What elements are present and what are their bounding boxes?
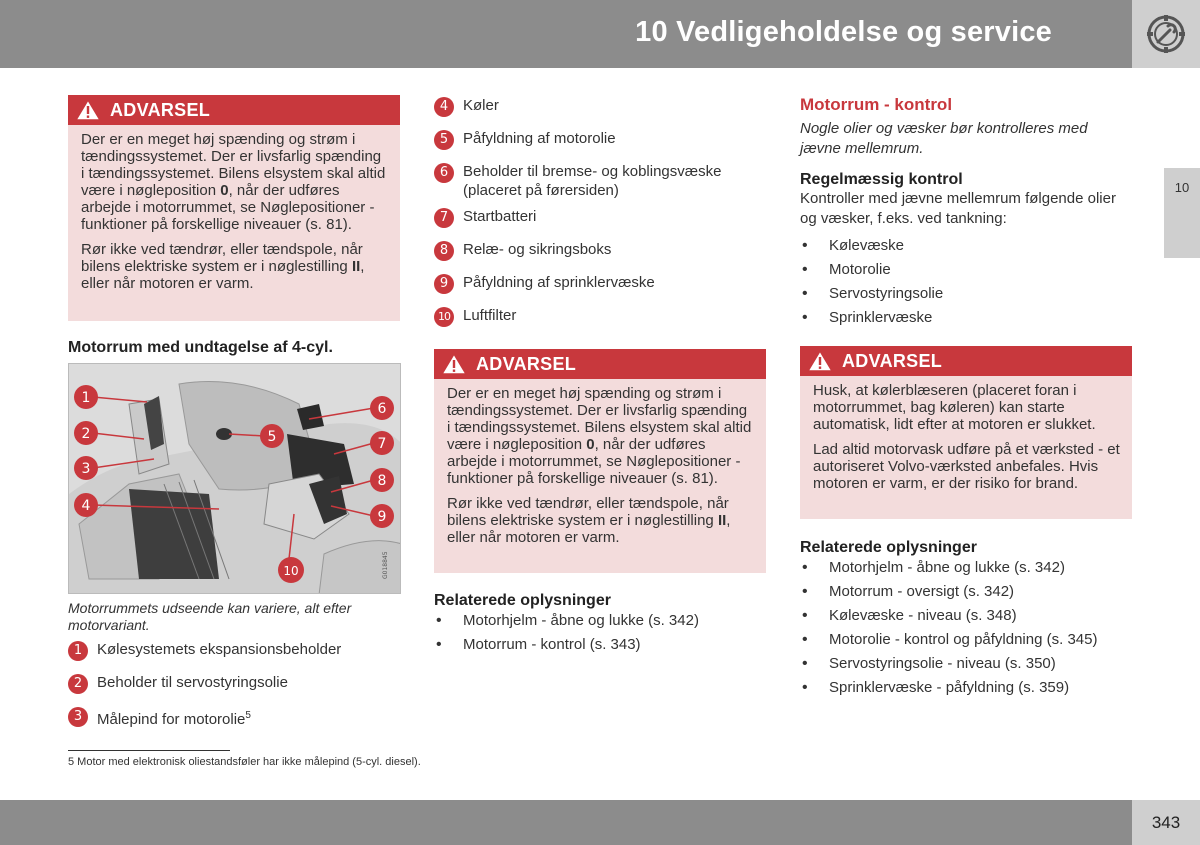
number-badge: 9	[434, 274, 454, 294]
svg-text:4: 4	[81, 498, 91, 514]
svg-text:9: 9	[377, 509, 387, 525]
related-link[interactable]: • Motorrum - oversigt (s. 342)	[800, 582, 1132, 602]
footer-bar	[0, 800, 1132, 845]
related-link[interactable]: • Motorhjelm - åbne og lukke (s. 342)	[800, 558, 1132, 578]
footnote-divider	[68, 750, 230, 751]
related-link[interactable]: • Servostyringsolie - niveau (s. 350)	[800, 654, 1132, 674]
list-item	[434, 162, 766, 200]
warning-paragraph	[447, 495, 754, 546]
key-position-bold: 0	[220, 182, 229, 199]
warning-text: , når der udføres arbejde i motorrummet, se Nøglepositioner - funktioner på forskellige niveauer (s. 81).	[81, 182, 375, 233]
key-position-bold: II	[351, 258, 361, 275]
figure-code: G018845	[382, 551, 389, 579]
list-item	[68, 706, 400, 729]
key-position-bold: 0	[586, 436, 595, 453]
warning-paragraph	[81, 131, 388, 233]
number-badge: 1	[68, 641, 88, 661]
warning-text: , eller når motoren er varm.	[447, 512, 731, 546]
warning-triangle-icon	[806, 349, 834, 373]
warning-text: , eller når motoren er varm.	[81, 258, 365, 292]
related-link[interactable]: • Sprinklervæske - påfyldning (s. 359)	[800, 678, 1132, 698]
warning-triangle-icon	[440, 352, 468, 376]
list-item	[434, 129, 766, 148]
warning-label: ADVARSEL	[110, 100, 211, 120]
list-item-text: Køler	[463, 97, 499, 114]
related-list	[800, 558, 1132, 698]
warning-box	[68, 95, 400, 321]
list-item-text: Relæ- og sikringsboks	[463, 241, 612, 258]
footnote-text: Motor med elektronisk oliestandsføler har ikke målepind (5-cyl. diesel).	[74, 756, 421, 768]
warning-paragraph	[81, 241, 388, 292]
warning-paragraph: Husk, at kølerblæseren (placeret foran i motorrummet, bag køleren) kan starte automatisk, lidt efter at motoren er slukket.	[813, 382, 1096, 433]
number-badge: 8	[434, 241, 454, 261]
page-number: 343	[1132, 800, 1200, 845]
svg-text:3: 3	[81, 461, 91, 477]
svg-text:6: 6	[377, 401, 387, 417]
warning-body	[68, 125, 400, 300]
list-item	[434, 306, 766, 325]
related-title: Relaterede oplysninger	[800, 539, 977, 556]
warning-header	[800, 346, 1132, 376]
list-item	[68, 673, 400, 692]
related-list	[434, 611, 766, 655]
wrench-gear-icon	[1146, 14, 1186, 54]
section-title: Motorrum - kontrol	[800, 95, 953, 114]
warning-text: Der er en meget høj spænding og strøm i tændingssystemet. Der er livsfarlig spænding i tændingssystemet. Bilens elsystem skal altid være i nøgleposition	[81, 131, 386, 199]
chapter-icon-box	[1132, 0, 1200, 68]
footnote-ref[interactable]: 5	[245, 710, 251, 721]
chapter-title: 10 Vedligeholdelse og service	[635, 16, 1052, 48]
warning-text: Der er en meget høj spænding og strøm i tændingssystemet. Der er livsfarlig spænding i tændingssystemet. Bilens elsystem skal altid være i nøgleposition	[447, 385, 752, 453]
svg-text:7: 7	[377, 436, 387, 452]
warning-box	[434, 349, 766, 573]
related-link[interactable]: • Motorolie - kontrol og påfyldning (s. 345)	[800, 630, 1132, 650]
svg-text:8: 8	[377, 473, 387, 489]
list-item-text: Påfyldning af sprinklervæske	[463, 274, 655, 291]
related-link[interactable]: • Motorhjelm - åbne og lukke (s. 342)	[434, 611, 766, 631]
svg-text:5: 5	[267, 429, 277, 445]
related-link[interactable]: • Motorrum - kontrol (s. 343)	[434, 635, 766, 655]
check-list-item: • Kølevæske	[800, 236, 1132, 256]
column-left	[68, 95, 400, 729]
number-badge: 6	[434, 163, 454, 183]
key-position-bold: II	[717, 512, 727, 529]
list-item-text: Kølesystemets ekspansionsbeholder	[97, 641, 342, 658]
warning-label: ADVARSEL	[476, 354, 577, 374]
list-item	[434, 240, 766, 259]
column-middle	[434, 96, 766, 655]
subsection-title: Regelmæssig kontrol	[800, 171, 963, 188]
warning-box	[800, 346, 1132, 519]
warning-header	[68, 95, 400, 125]
figure-title: Motorrum med undtagelse af 4-cyl.	[68, 339, 333, 356]
list-item	[434, 273, 766, 292]
list-item-text: Luftfilter	[463, 307, 517, 324]
warning-label: ADVARSEL	[842, 351, 943, 371]
svg-text:10: 10	[283, 564, 299, 578]
subsection-text: Kontroller med jævne mellemrum følgende olier og væsker, f.eks. ved tankning:	[800, 190, 1116, 227]
number-badge: 7	[434, 208, 454, 228]
footnote	[68, 756, 421, 768]
chapter-side-tab[interactable]: 10	[1164, 168, 1200, 258]
check-list	[800, 236, 1132, 328]
number-badge: 4	[434, 97, 454, 117]
list-item	[68, 640, 400, 659]
check-list-item: • Sprinklervæske	[800, 308, 1132, 328]
engine-bay-illustration	[69, 364, 401, 594]
warning-text: , når der udføres arbejde i motorrummet, se Nøglepositioner - funktioner på forskellige niveauer (s. 81).	[447, 436, 741, 487]
legend-list	[434, 96, 766, 325]
warning-triangle-icon	[74, 98, 102, 122]
legend-list	[68, 640, 400, 729]
warning-paragraph	[447, 385, 754, 487]
warning-paragraph: Lad altid motorvask udføre på et værksted - et autoriseret Volvo-værksted anbefales. Hvis motoren er varm, er der risiko for brand.	[813, 441, 1120, 492]
number-badge: 10	[434, 307, 454, 327]
list-item-text: Beholder til bremse- og koblingsvæske (placeret på førersiden)	[463, 163, 722, 199]
footnote-number: 5	[68, 756, 75, 768]
check-list-item: • Servostyringsolie	[800, 284, 1132, 304]
warning-body	[800, 376, 1132, 500]
number-badge: 5	[434, 130, 454, 150]
section-intro: Nogle olier og væsker bør kontrolleres med jævne mellemrum.	[800, 120, 1088, 157]
check-list-item: • Motorolie	[800, 260, 1132, 280]
column-right	[800, 95, 1132, 698]
list-item-text: Målepind for motorolie	[97, 711, 246, 728]
list-item-text: Påfyldning af motorolie	[463, 130, 616, 147]
list-item-text: Beholder til servostyringsolie	[97, 674, 288, 691]
related-title: Relaterede oplysninger	[434, 592, 611, 609]
svg-text:1: 1	[81, 390, 91, 406]
list-item-text: Startbatteri	[463, 208, 537, 225]
number-badge: 2	[68, 674, 88, 694]
engine-bay-figure	[68, 363, 401, 594]
svg-text:2: 2	[81, 426, 91, 442]
warning-header	[434, 349, 766, 379]
figure-caption: Motorrummets udseende kan variere, alt efter motorvariant.	[68, 600, 352, 633]
number-badge: 3	[68, 707, 88, 727]
header-bar	[0, 0, 1132, 68]
related-link[interactable]: • Kølevæske - niveau (s. 348)	[800, 606, 1132, 626]
warning-text: Rør ikke ved tændrør, eller tændspole, når bilens elektriske system er i nøglestilling	[81, 241, 363, 275]
list-item	[434, 96, 766, 115]
list-item	[434, 207, 766, 226]
warning-text: Rør ikke ved tændrør, eller tændspole, når bilens elektriske system er i nøglestilling	[447, 495, 729, 529]
warning-body	[434, 379, 766, 554]
